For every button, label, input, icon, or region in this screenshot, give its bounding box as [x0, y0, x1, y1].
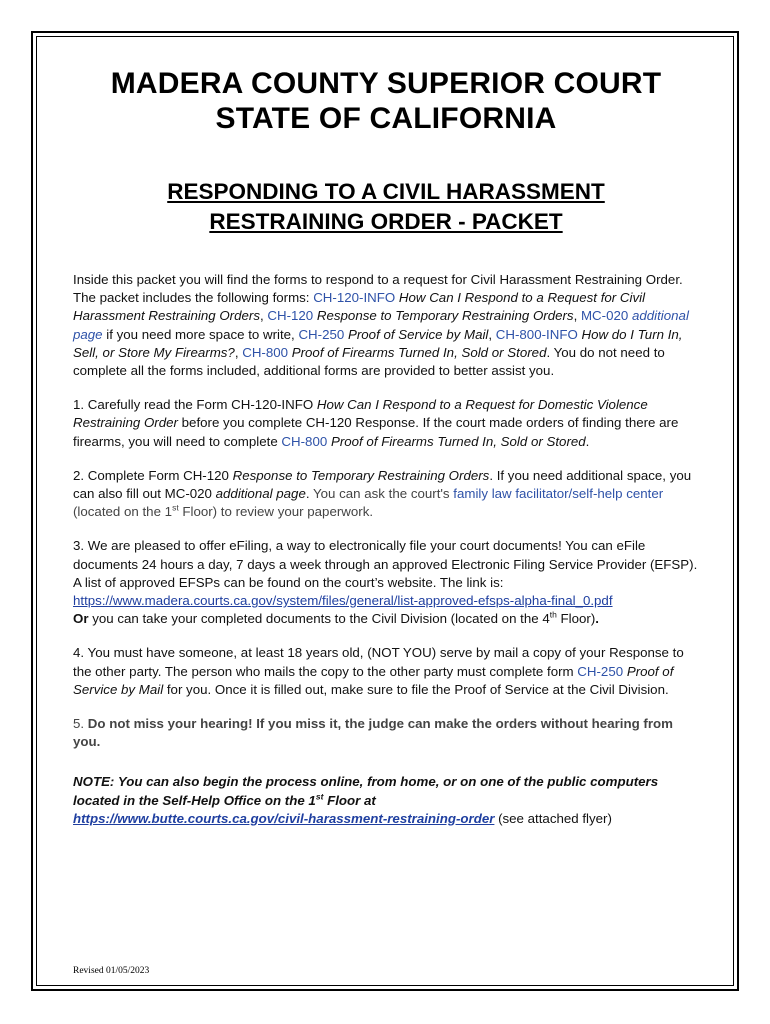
or-label: Or	[73, 611, 89, 627]
form-title: additional page	[215, 486, 306, 502]
step-3	[73, 537, 699, 628]
intro-text: ,	[573, 308, 581, 324]
step-text: for you. Once it is filled out, make sure to file the Proof of Service at the Civil Division.	[163, 681, 669, 697]
intro-text: ,	[488, 326, 496, 342]
step-1	[73, 396, 699, 451]
revised-date: Revised 01/05/2023	[73, 966, 150, 976]
form-link-ch800info[interactable]: CH-800-INFO	[495, 326, 578, 342]
form-title: Proof of Service by Mail	[73, 663, 674, 697]
step-4	[73, 644, 699, 699]
efsp-list-link[interactable]: https://www.madera.courts.ca.gov/system/files/general/list-approved-efsps-alpha-final_0.pdf	[73, 593, 613, 609]
step-text: .	[585, 433, 590, 449]
step-text: before you complete CH-120 Response. If the court made orders of finding there are firearms, you will need to complete	[73, 415, 679, 449]
intro-text: . You do not need to complete all the forms included, additional forms are provided to better assist you.	[73, 344, 665, 379]
form-title: How Can I Respond to a Request for Civil Harassment Restraining Orders	[73, 290, 646, 324]
form-title: additional page	[73, 308, 689, 342]
step-text: Floor)	[556, 611, 596, 627]
packet-title-line1: RESPONDING TO A CIVIL HARASSMENT	[167, 179, 605, 204]
step-text: .	[595, 611, 599, 627]
step-text: 1. Carefully read the Form CH-120-INFO	[73, 397, 317, 413]
packet-title	[73, 177, 699, 237]
form-title: How do I Turn In, Sell, or Store My Firearms?	[73, 326, 683, 360]
step-text: 4. You must have someone, at least 18 years old, (NOT YOU) serve by mail a copy of your Response to the other party. The person who mails the copy to the other party must complete form	[73, 645, 684, 679]
step-text: .	[305, 486, 313, 502]
ordinal-suffix: th	[549, 609, 557, 620]
intro-text: ,	[234, 344, 243, 360]
step-text: Floor) to review your paperwork.	[178, 504, 374, 520]
intro-text: Inside this packet you will find the forms to respond to a request for Civil Harassment Restraining Order. The packet includes the following forms:	[73, 272, 683, 306]
note-text: NOTE: You can also begin the process online, from home, or on one of the public computers located in the Self-Help Office on the 1	[73, 774, 659, 808]
step-text: You can ask the court's	[313, 486, 454, 502]
court-title-line1: MADERA COUNTY SUPERIOR COURT	[110, 67, 662, 100]
form-link-ch120[interactable]: CH-120	[267, 308, 314, 324]
form-link-ch120info[interactable]: CH-120-INFO	[313, 290, 396, 306]
intro-text: ,	[259, 308, 268, 324]
form-title: Response to Temporary Restraining Orders	[313, 308, 574, 324]
document-body	[73, 66, 699, 828]
form-title: Response to Temporary Restraining Orders	[232, 467, 490, 483]
court-title	[73, 66, 699, 136]
step-text: 3. We are pleased to offer eFiling, a way to electronically file your court documents! You can eFile documents 24 hours a day, 7 days a week through an approved Electronic Filing Service Provider (EFSP). A list of approved EFSPs can be found on the court’s website. The link is:	[73, 538, 698, 590]
ordinal-suffix: st	[172, 502, 179, 513]
step-2	[73, 467, 699, 522]
form-link-ch800[interactable]: CH-800	[281, 433, 328, 449]
form-title: How Can I Respond to a Request for Domestic Violence Restraining Order	[73, 397, 648, 431]
step-text: you can take your completed documents to the Civil Division (located on the 4	[88, 611, 550, 627]
intro-paragraph	[73, 271, 699, 380]
online-process-link[interactable]: https://www.butte.courts.ca.gov/civil-harassment-restraining-order	[73, 810, 495, 826]
packet-title-line2: RESTRAINING ORDER - PACKET	[209, 209, 563, 234]
form-link-ch800[interactable]: CH-800	[242, 344, 289, 360]
self-help-center-link[interactable]: family law facilitator/self-help center	[453, 486, 664, 502]
step-5	[73, 715, 699, 751]
note-text: Floor at	[323, 792, 376, 808]
note-text: (see attached flyer)	[494, 810, 612, 826]
form-link-mc020[interactable]: MC-020	[580, 308, 629, 324]
ordinal-suffix: st	[315, 791, 324, 802]
court-title-line2: STATE OF CALIFORNIA	[215, 102, 557, 135]
step-text: (located on the 1	[73, 504, 173, 520]
step-text: . If you need additional space, you can also fill out MC-020	[73, 467, 692, 502]
form-title: Proof of Firearms Turned In, Sold or Stored	[288, 344, 547, 360]
intro-text: if you need more space to write,	[102, 326, 299, 342]
form-title: Proof of Firearms Turned In, Sold or Stored	[327, 433, 586, 449]
step-number: 5.	[73, 716, 88, 732]
form-link-ch250[interactable]: CH-250	[577, 663, 624, 679]
step-text: 2. Complete Form CH-120	[73, 467, 233, 483]
form-title: Proof of Service by Mail	[344, 326, 489, 342]
form-link-ch250[interactable]: CH-250	[298, 326, 345, 342]
hearing-warning: Do not miss your hearing! If you miss it, the judge can make the orders without hearing from you.	[73, 716, 673, 750]
note-paragraph	[73, 773, 699, 828]
